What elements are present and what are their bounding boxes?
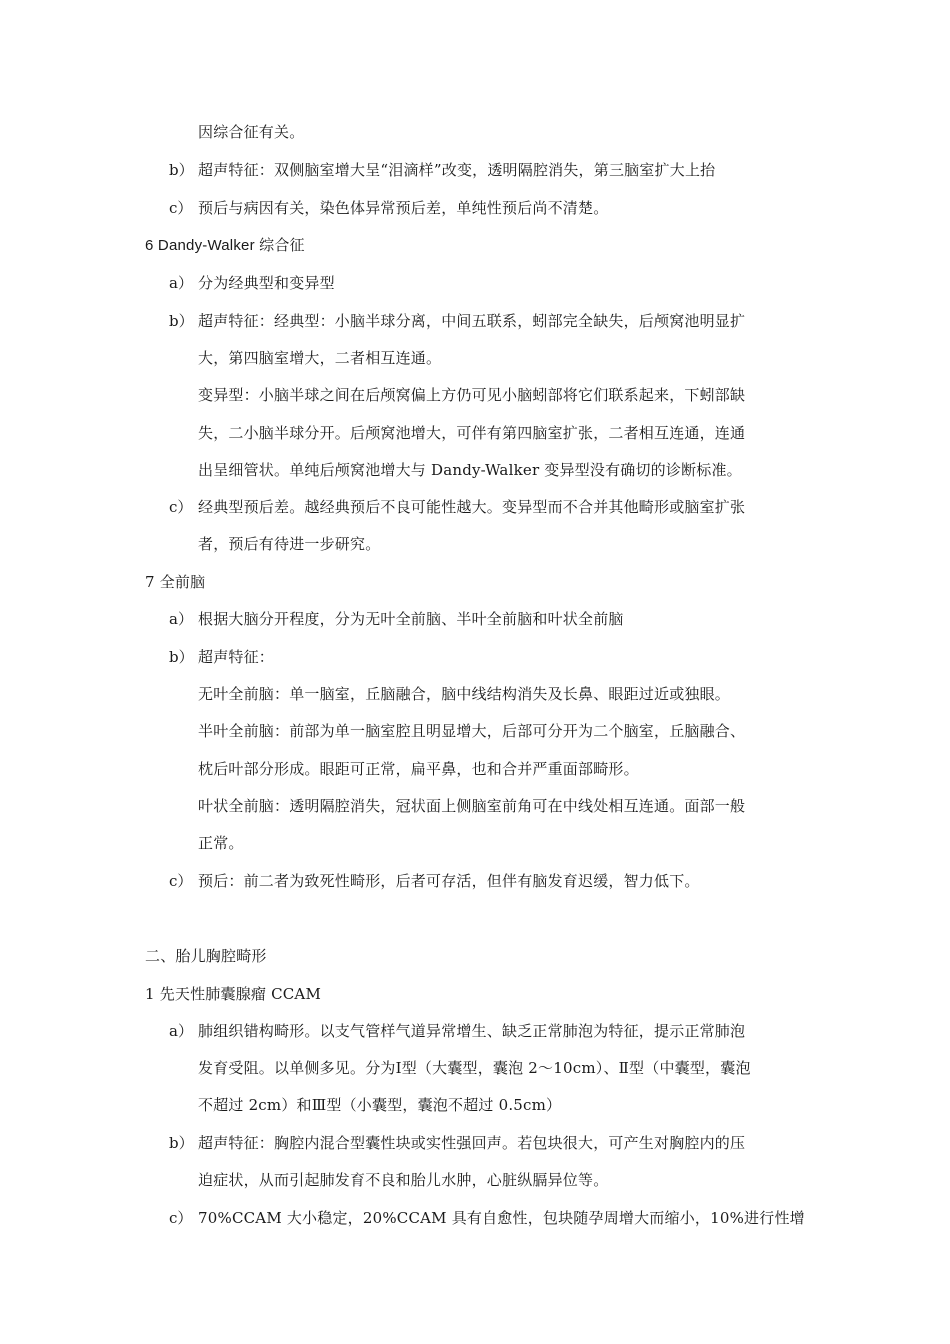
text-line: 发育受阻。以单侧多见。分为Ⅰ型（大囊型，囊泡 2～10cm）、Ⅱ型（中囊型，囊泡 [198, 1059, 751, 1077]
list-marker: b） [169, 161, 194, 179]
text-line: 正常。 [198, 834, 244, 852]
list-marker: b） [169, 1134, 194, 1152]
text-line: 70%CCAM 大小稳定，20%CCAM 具有自愈性，包块随孕周增大而缩小，10%进行性增 [198, 1209, 805, 1227]
section-heading: 1 先天性肺囊腺瘤 CCAM [145, 985, 322, 1003]
text-line: 经典型预后差。越经典预后不良可能性越大。变异型而不合并其他畸形或脑室扩张 [198, 498, 746, 516]
text-line: 分为经典型和变异型 [198, 274, 335, 292]
list-marker: a） [169, 274, 193, 292]
list-marker: b） [169, 648, 194, 666]
text-line: 迫症状，从而引起肺发育不良和胎儿水肿，心脏纵膈异位等。 [198, 1171, 609, 1189]
list-marker: c） [169, 498, 193, 516]
chapter-heading: 二、胎儿胸腔畸形 [145, 947, 267, 965]
text-line: 叶状全前脑：透明隔腔消失，冠状面上侧脑室前角可在中线处相互连通。面部一般 [198, 797, 746, 815]
text-line: 失，二小脑半球分开。后颅窝池增大，可伴有第四脑室扩张，二者相互连通，连通 [198, 424, 746, 442]
text-line: 因综合征有关。 [198, 123, 305, 141]
text-line: 者，预后有待进一步研究。 [198, 535, 381, 553]
list-marker: c） [169, 872, 193, 890]
text-line: 超声特征：经典型：小脑半球分离，中间五联系，蚓部完全缺失，后颅窝池明显扩 [198, 312, 746, 330]
text-line: 大，第四脑室增大，二者相互连通。 [198, 349, 442, 367]
text-line: 超声特征：胸腔内混合型囊性块或实性强回声。若包块很大，可产生对胸腔内的压 [198, 1134, 746, 1152]
text-line: 预后：前二者为致死性畸形，后者可存活，但伴有脑发育迟缓，智力低下。 [198, 872, 700, 890]
list-marker: b） [169, 312, 194, 330]
list-marker: a） [169, 610, 193, 628]
list-marker: a） [169, 1022, 193, 1040]
text-line: 出呈细管状。单纯后颅窝池增大与 Dandy-Walker 变异型没有确切的诊断标准。 [198, 461, 742, 479]
list-marker: c） [169, 199, 193, 217]
text-line: 预后与病因有关，染色体异常预后差，单纯性预后尚不清楚。 [198, 199, 609, 217]
text-line: 不超过 2cm）和Ⅲ型（小囊型，囊泡不超过 0.5cm） [198, 1096, 562, 1114]
text-line: 肺组织错构畸形。以支气管样气道异常增生、缺乏正常肺泡为特征，提示正常肺泡 [198, 1022, 746, 1040]
list-marker: c） [169, 1209, 193, 1227]
text-line: 超声特征：双侧脑室增大呈“泪滴样”改变，透明隔腔消失，第三脑室扩大上抬 [198, 161, 716, 179]
text-line: 半叶全前脑：前部为单一脑室腔且明显增大，后部可分开为二个脑室，丘脑融合、 [198, 722, 746, 740]
section-heading: 6 Dandy-Walker 综合征 [145, 237, 305, 254]
text-line: 枕后叶部分形成。眼距可正常，扁平鼻，也和合并严重面部畸形。 [198, 760, 639, 778]
text-line: 变异型：小脑半球之间在后颅窝偏上方仍可见小脑蚓部将它们联系起来，下蚓部缺 [198, 386, 746, 404]
text-line: 超声特征： [198, 648, 275, 666]
section-heading: 7 全前脑 [145, 573, 206, 591]
text-line: 根据大脑分开程度，分为无叶全前脑、半叶全前脑和叶状全前脑 [198, 610, 624, 628]
text-line: 无叶全前脑：单一脑室，丘脑融合，脑中线结构消失及长鼻、眼距过近或独眼。 [198, 685, 731, 703]
